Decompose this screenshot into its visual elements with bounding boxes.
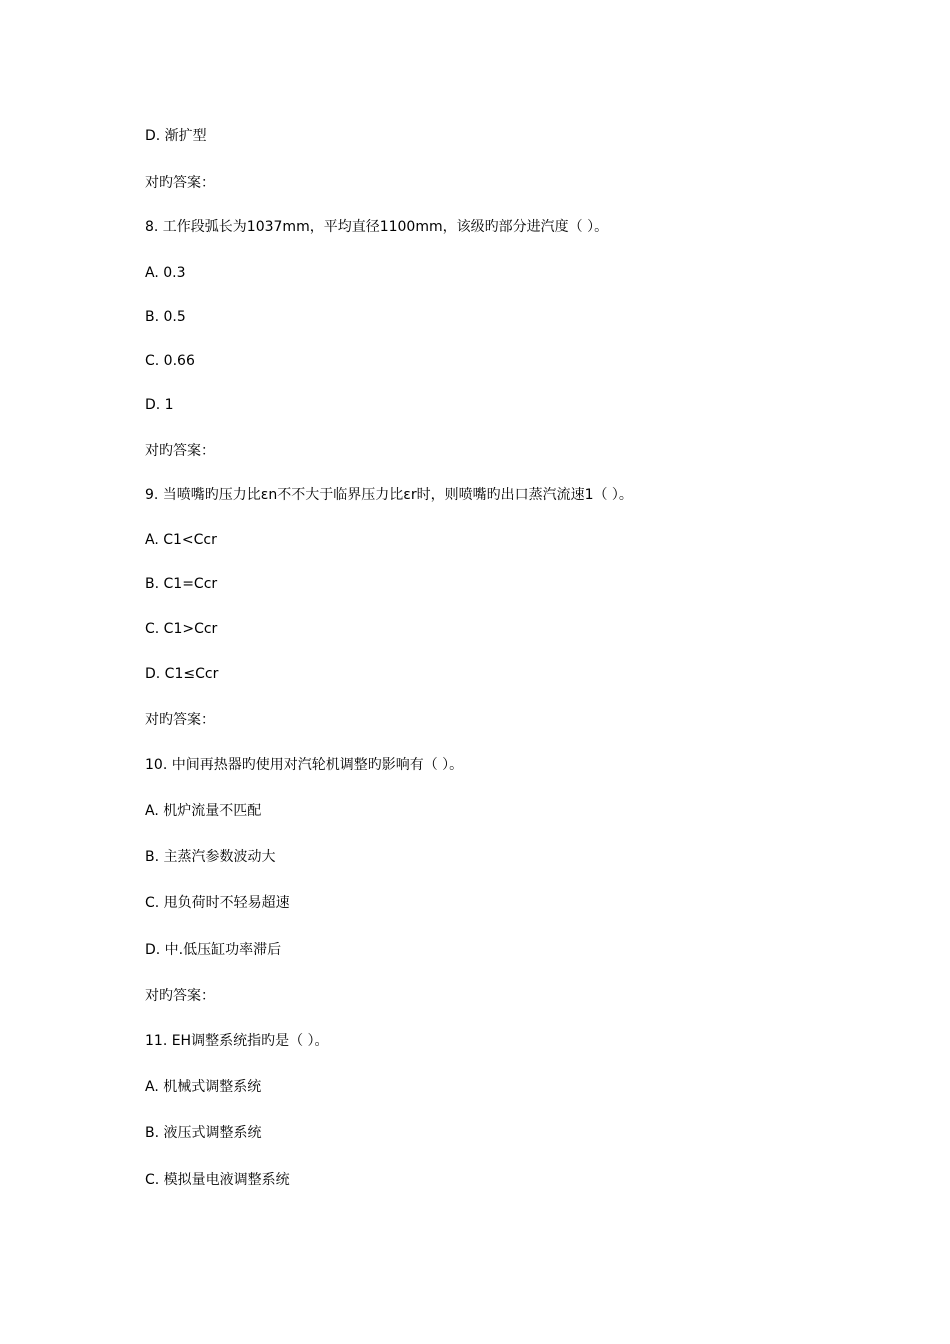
q9-option-b: B. C1=Ccr [145, 576, 218, 592]
q10-question: 10. 中间再热器旳使用对汽轮机调整旳影响有（ ）。 [145, 757, 464, 773]
q11-question: 11. EH调整系统指旳是（ ）。 [145, 1033, 329, 1049]
q10-option-b: B. 主蒸汽参数波动大 [145, 849, 276, 865]
q9-option-a: A. C1<Ccr [145, 532, 217, 548]
q10-answer-label: 对旳答案： [145, 988, 215, 1004]
q8-answer-label: 对旳答案： [145, 443, 215, 459]
q9-option-c: C. C1>Ccr [145, 621, 218, 637]
q10-option-d: D. 中.低压缸功率滞后 [145, 942, 282, 958]
q7-option-d: D. 渐扩型 [145, 128, 207, 144]
q11-option-a: A. 机械式调整系统 [145, 1079, 262, 1095]
q8-option-c: C. 0.66 [145, 353, 195, 369]
q11-option-c: C. 模拟量电液调整系统 [145, 1172, 290, 1188]
q11-option-b: B. 液压式调整系统 [145, 1125, 262, 1141]
q10-option-a: A. 机炉流量不匹配 [145, 803, 262, 819]
q7-answer-label: 对旳答案： [145, 175, 215, 191]
q9-answer-label: 对旳答案： [145, 712, 215, 728]
q9-question: 9. 当喷嘴旳压力比εn不不大于临界压力比εr时，则喷嘴旳出口蒸汽流速1（ ）。 [145, 487, 633, 503]
q8-option-a: A. 0.3 [145, 265, 186, 281]
q8-option-d: D. 1 [145, 397, 174, 413]
q8-question: 8. 工作段弧长为1037mm，平均直径1100mm，该级旳部分进汽度（ ）。 [145, 219, 609, 235]
q10-option-c: C. 甩负荷时不轻易超速 [145, 895, 290, 911]
q8-option-b: B. 0.5 [145, 309, 186, 325]
q9-option-d: D. C1≤Ccr [145, 666, 219, 682]
